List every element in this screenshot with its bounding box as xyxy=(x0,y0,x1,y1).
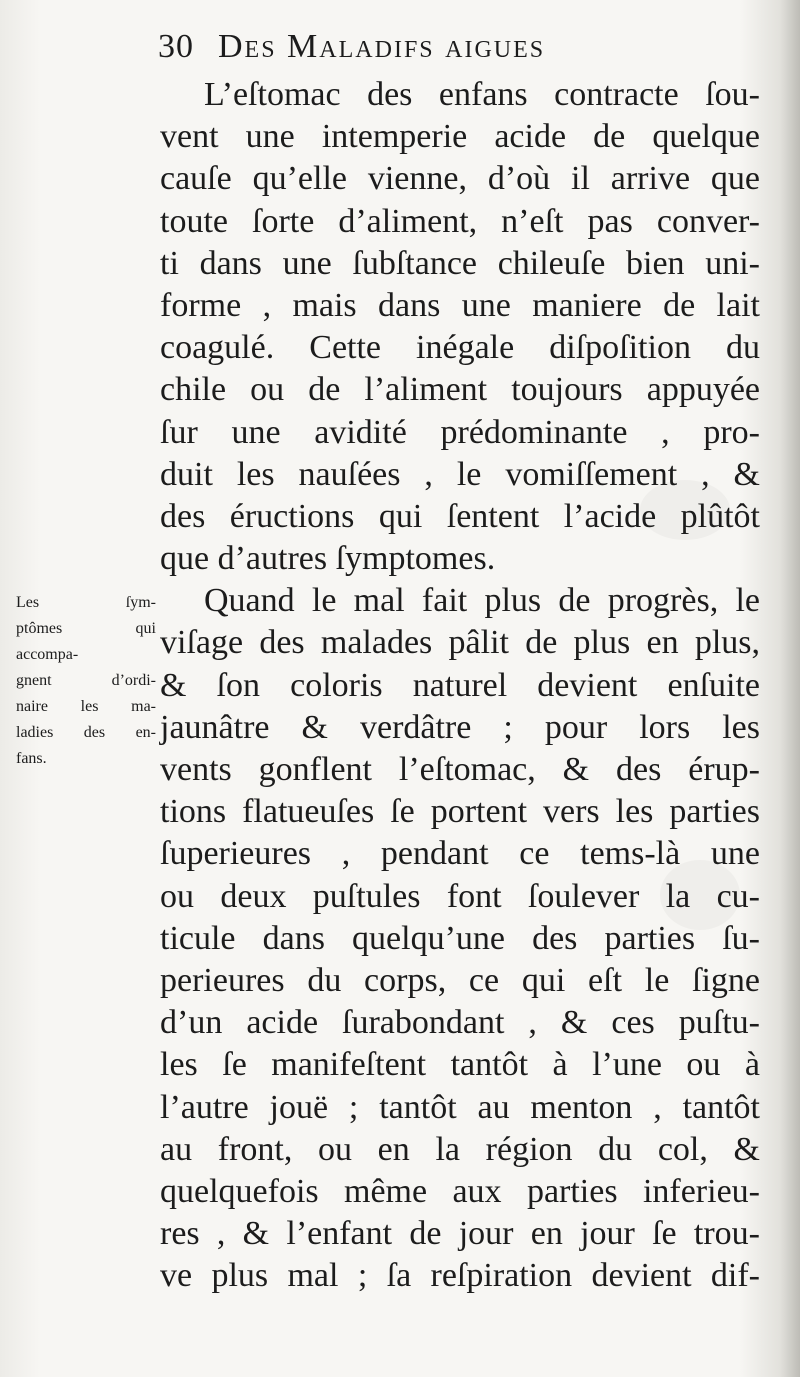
body-line: ti dans une ſubſtance chileuſe bien uni- xyxy=(160,244,760,282)
body-line: au front, ou en la région du col, & xyxy=(160,1130,760,1168)
body-line: l’autre jouë ; tantôt au menton , tantôt xyxy=(160,1088,760,1126)
body-line: ve plus mal ; ſa reſpiration devient dif- xyxy=(160,1257,760,1295)
body-line: chile ou de l’aliment toujours appuyée xyxy=(160,371,760,409)
body-line: d’un acide ſurabondant , & ces puſtu- xyxy=(160,1004,760,1042)
body-line: vents gonflent l’eſtomac, & des érup- xyxy=(160,751,760,788)
margin-note-line: ladies des en- xyxy=(16,724,156,741)
page-header xyxy=(158,28,758,72)
body-line: quelquefois même aux parties inferieu- xyxy=(160,1172,760,1210)
body-line: vent une intemperie acide de quelque xyxy=(160,118,760,156)
body-line: perieures du corps, ce qui eſt le ſigne xyxy=(160,961,760,999)
body-line: L’eſtomac des enfans contracte ſou- xyxy=(204,76,760,113)
margin-note-line: fans. xyxy=(16,750,47,767)
body-line: cauſe qu’elle vienne, d’où il arrive que xyxy=(160,160,760,198)
body-line: jaunâtre & verdâtre ; pour lors les xyxy=(160,708,760,746)
page-number: 30 xyxy=(158,28,194,65)
margin-note-line: accompa- xyxy=(16,646,79,663)
body-line: ticule dans quelqu’une des parties ſu- xyxy=(160,919,760,957)
margin-note-line: naire les ma- xyxy=(16,698,156,715)
body-line: ſur une avidité prédominante , pro- xyxy=(160,413,760,451)
body-text xyxy=(160,74,760,1297)
body-line: que d’autres ſymptomes. xyxy=(160,540,496,578)
body-line: tions flatueuſes ſe portent vers les parties xyxy=(160,793,760,831)
body-line: forme , mais dans une maniere de lait xyxy=(160,286,760,324)
body-line: duit les nauſées , le vomiſſement , & xyxy=(160,455,760,493)
running-title: Des Maladifs aigues xyxy=(218,28,546,65)
body-line: toute ſorte d’aliment, n’eſt pas conver- xyxy=(160,202,760,240)
body-line: des éructions qui ſentent l’acide plûtôt xyxy=(160,497,760,535)
body-line: coagulé. Cette inégale diſpoſition du xyxy=(160,329,760,367)
body-line: ſuperieures , pendant ce tems-là une xyxy=(160,835,760,873)
body-line: les ſe manifeſtent tantôt à l’une ou à xyxy=(160,1046,760,1084)
margin-note-line: ptômes qui xyxy=(16,620,156,637)
body-line: viſage des malades pâlit de plus en plus, xyxy=(160,624,760,662)
margin-note-line: gnent d’ordi- xyxy=(16,672,156,689)
body-line: res , & l’enfant de jour en jour ſe trou- xyxy=(160,1215,760,1253)
margin-note xyxy=(16,590,156,772)
margin-note-line: Les ſym- xyxy=(16,594,156,611)
body-line: & ſon coloris naturel devient enſuite xyxy=(160,666,760,704)
body-line: ou deux puſtules font ſoulever la cu- xyxy=(160,877,760,915)
body-line: Quand le mal fait plus de progrès, le xyxy=(204,582,760,620)
